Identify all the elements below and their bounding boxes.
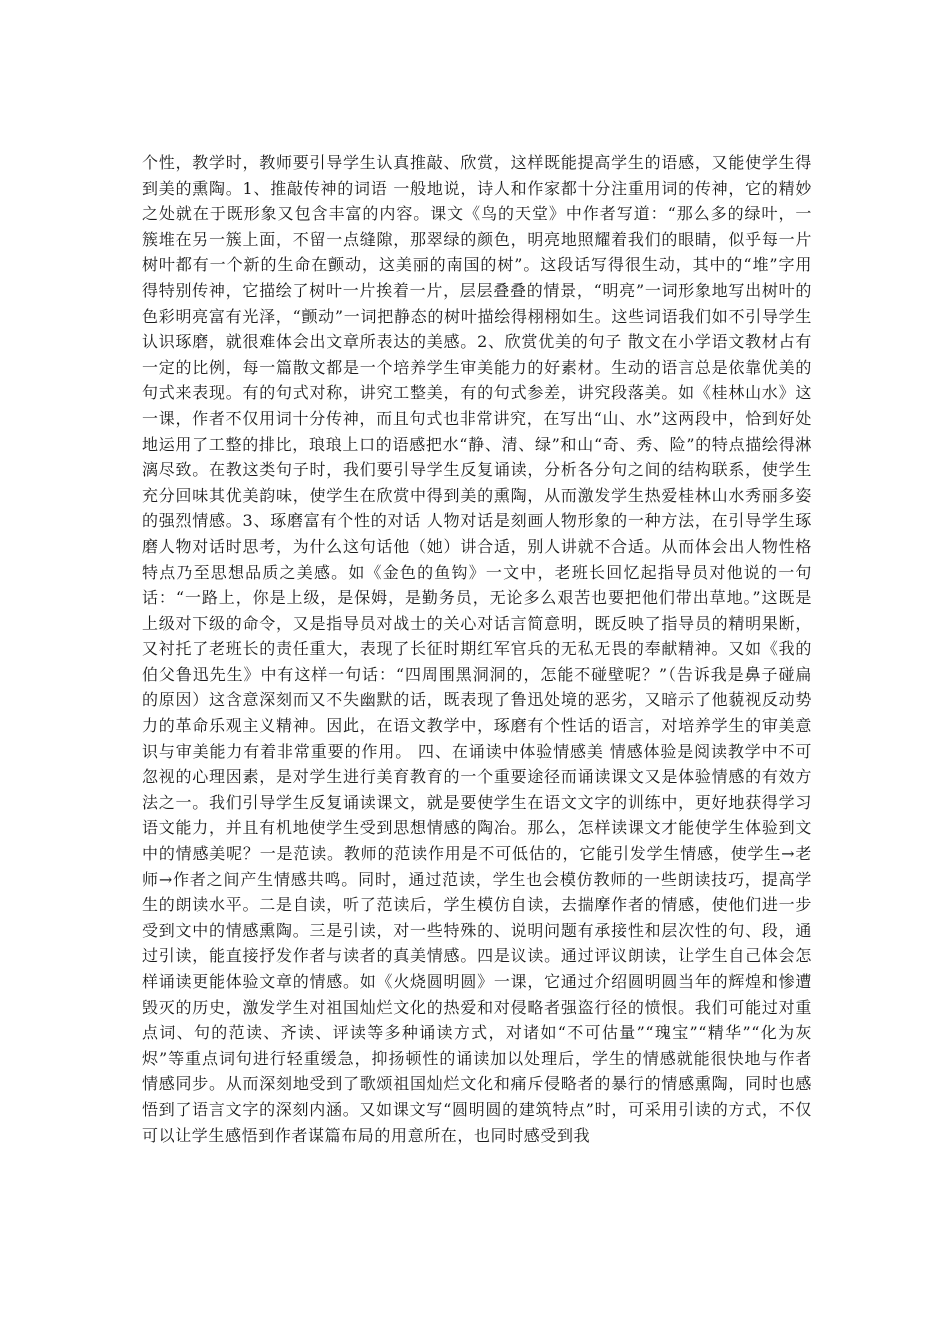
body-paragraph: 个性，教学时，教师要引导学生认真推敲、欣赏，这样既能提高学生的语感，又能使学生得到美的熏陶。1、推敲传神的词语 一般地说，诗人和作家都十分注重用词的传神，它的精妙之处就在于既形象又包含丰富的内容。课文《鸟的天堂》中作者写道：“那么多的绿叶，一簇堆在另一簇上面，不留一点缝隙，那翠绿的颜色，明亮地照耀着我们的眼睛，似乎每一片树叶都有一个新的生命在颤动，这美丽的南国的树”。这段话写得很生动，其中的“堆”字用得特别传神，它描绘了树叶一片挨着一片，层层叠叠的情景，“明亮”一词形象地写出树叶的色彩明亮富有光泽，“颤动”一词把静态的树叶描绘得栩栩如生。这些词语我们如不引导学生认识琢磨，就很难体会出文章所表达的美感。2、欣赏优美的句子 散文在小学语文教材占有一定的比例，每一篇散文都是一个培养学生审美能力的好素材。生动的语言总是依靠优美的句式来表现。有的句式对称，讲究工整美，有的句式参差，讲究段落美。如《桂林山水》这一课，作者不仅用词十分传神，而且句式也非常讲究，在写出“山、水”这两段中，恰到好处地运用了工整的排比，琅琅上口的语感把水“静、清、绿”和山“奇、秀、险”的特点描绘得淋漓尽致。在教这类句子时，我们要引导学生反复诵读，分析各分句之间的结构联系，使学生充分回味其优美韵味，使学生在欣赏中得到美的熏陶，从而激发学生热爱桂林山水秀丽多姿的强烈情感。3、琢磨富有个性的对话 人物对话是刻画人物形象的一种方法，在引导学生琢磨人物对话时思考，为什么这句话他（她）讲合适，别人讲就不合适。从而体会出人物性格特点乃至思想品质之美感。如《金色的鱼钩》一文中，老班长回忆起指导员对他说的一句话：“一路上，你是上级，是保姆，是勤务员，无论多么艰苦也要把他们带出草地。”这既是上级对下级的命令，又是指导员对战士的关心对话言简意明，既反映了指导员的精明果断，又衬托了老班长的责任重大，表现了长征时期红军官兵的无私无畏的奉献精神。又如《我的伯父鲁迅先生》中有这样一句话：“四周围黑洞洞的，怎能不碰壁呢？”（告诉我是鼻子碰扁的原因）这含意深刻而又不失幽默的话，既表现了鲁迅处境的恶劣，又暗示了他藐视反动势力的革命乐观主义精神。因此，在语文教学中，琢磨有个性话的语言，对培养学生的审美意识与审美能力有着非常重要的作用。 四、在诵读中体验情感美 情感体验是阅读教学中不可忽视的心理因素，是对学生进行美育教育的一个重要途径而诵读课文又是体验情感的有效方法之一。我们引导学生反复诵读课文，就是要使学生在语文文字的训练中，更好地获得学习语文能力，并且有机地使学生受到思想情感的陶冶。那么，怎样读课文才能使学生体验到文中的情感美呢？一是范读。教师的范读作用是不可低估的，它能引发学生情感，使学生→老师→作者之间产生情感共鸣。同时，通过范读，学生也会模仿教师的一些朗读技巧，提高学生的朗读水平。二是自读，听了范读后，学生模仿自读，去揣摩作者的情感，使他们进一步受到文中的情感熏陶。三是引读，对一些特殊的、说明问题有承接性和层次性的句、段，通过引读，能直接抒发作者与读者的真美情感。四是议读。通过评议朗读，让学生自己体会怎样诵读更能体验文章的情感。如《火烧圆明圆》一课，它通过介绍圆明圆当年的辉煌和惨遭毁灭的历史，激发学生对祖国灿烂文化的热爱和对侵略者强盗行径的愤恨。我们可能过对重点词、句的范读、齐读、评读等多种诵读方式，对诸如“不可估量”“瑰宝”“精华”“化为灰烬”等重点词句进行轻重缓急，抑扬顿性的诵读加以处理后，学生的情感就能很快地与作者情感同步。从而深刻地受到了歌颂祖国灿烂文化和痛斥侵略者的暴行的情感熏陶，同时也感悟到了语言文字的深刻内涵。又如课文写“圆明圆的建筑特点”时，可采用引读的方式，不仅可以让学生感悟到作者谋篇布局的用意所在，也同时感受到我 bbox=[142, 153, 812, 1145]
document-page bbox=[142, 150, 812, 1310]
